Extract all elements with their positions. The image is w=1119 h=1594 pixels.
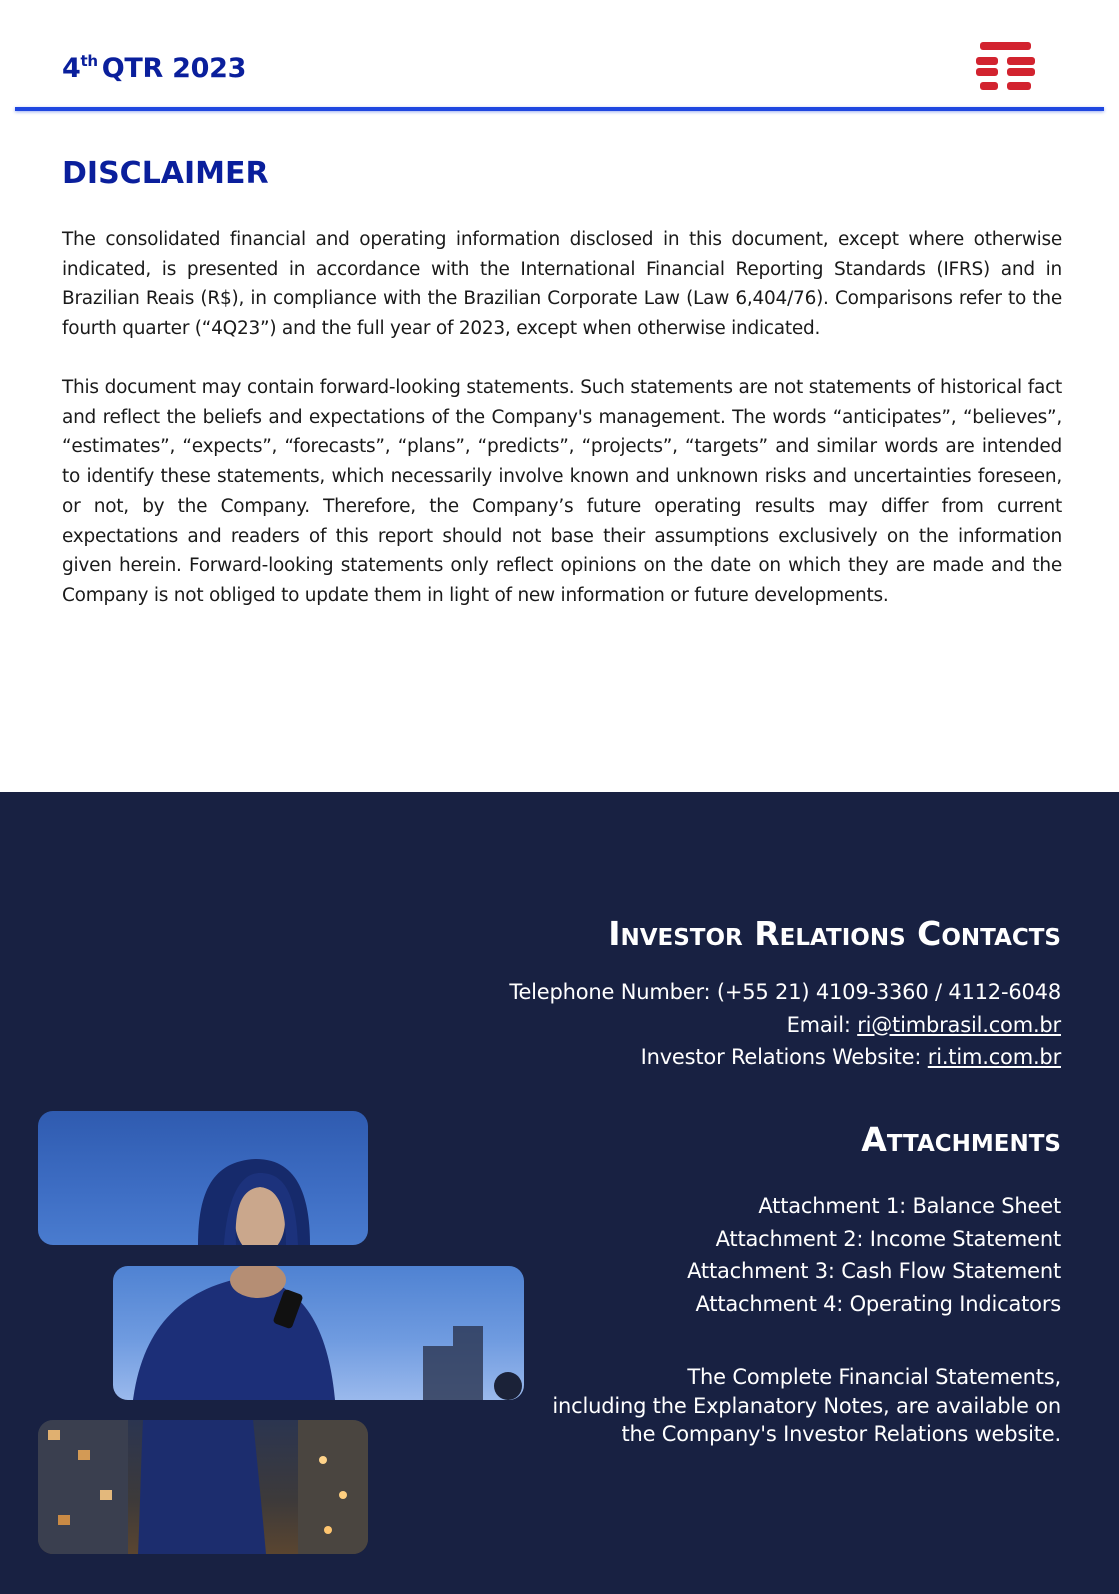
contacts-title: Investor Relations Contacts [608, 914, 1061, 953]
website-label: Investor Relations Website: [640, 1045, 928, 1069]
hero-photo-middle [113, 1266, 524, 1400]
attachment-item: Attachment 4: Operating Indicators [695, 1291, 1061, 1316]
note-line: the Company's Investor Relations website. [621, 1422, 1061, 1446]
contacts-block [509, 976, 1061, 1074]
website-line [509, 1041, 1061, 1074]
telephone-line: Telephone Number: (+55 21) 4109-3360 / 4112-6048 [509, 980, 1061, 1004]
hero-photo-bottom [38, 1420, 368, 1554]
note-line: including the Explanatory Notes, are available on [552, 1393, 1061, 1418]
report-period-title [62, 52, 246, 84]
disclaimer-paragraph-2: This document may contain forward-looking statements. Such statements are not statements of historical fact and reflect the beliefs and expectations of the Company's management. The words “anticipates”, “believes”, “estimates”, “expects”, “forecasts”, “plans”, “predicts”, “projects”, “targets” and similar words are intended to identify these statements, which necessarily involve known and unknown risks and uncertainties foreseen, or not, by the Company. Therefore, the Company’s future operating results may differ from current expectations and readers of this report should not base their assumptions exclusively on the information given herein. Forward-looking statements only reflect opinions on the date on which they are made and the Company is not obliged to update them in light of new information or future developments. [62, 377, 1062, 606]
header-divider [15, 107, 1104, 111]
attachments-list [687, 1190, 1061, 1320]
attachment-item: Attachment 1: Balance Sheet [758, 1194, 1061, 1218]
attachments-title: Attachments [861, 1120, 1061, 1159]
footer-panel [0, 792, 1119, 1594]
hero-photo-top [38, 1111, 368, 1245]
email-line [509, 1009, 1061, 1042]
email-label: Email: [786, 1012, 858, 1037]
quarter-number: 4 [62, 53, 81, 84]
note-line: The Complete Financial Statements, [687, 1365, 1061, 1389]
email-link[interactable]: ri@timbrasil.com.br [857, 1012, 1061, 1037]
disclaimer-title: DISCLAIMER [62, 156, 269, 191]
quarter-suffix: th [80, 52, 98, 70]
disclaimer-paragraph-1: The consolidated financial and operating information disclosed in this document, except where otherwise indicated, is presented in accordance with the International Financial Reporting Standards (IFRS) and in Brazilian Reais (R$), in compliance with the Brazilian Corporate Law (Law 6,404/76). Comparisons refer to the fourth quarter (“4Q23”) and the full year of 2023, except when otherwise indicated. [62, 229, 1062, 340]
tim-logo [976, 42, 1035, 90]
website-link[interactable]: ri.tim.com.br [927, 1045, 1061, 1069]
attachment-item: Attachment 3: Cash Flow Statement [687, 1259, 1061, 1283]
financial-statements-note [552, 1363, 1061, 1449]
attachment-item: Attachment 2: Income Statement [715, 1226, 1061, 1251]
quarter-year: QTR 2023 [101, 53, 247, 84]
